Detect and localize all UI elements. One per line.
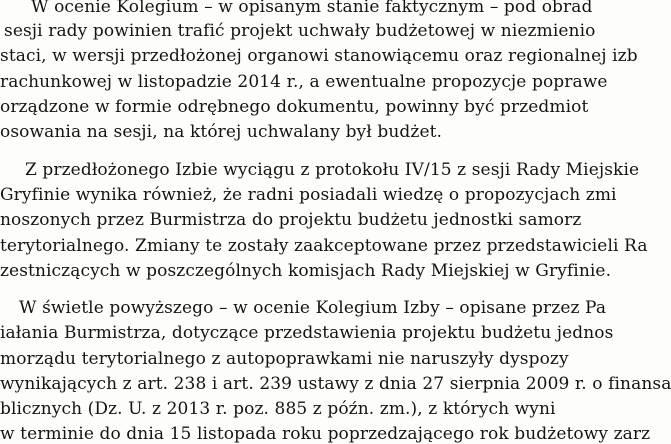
paragraph-2-line-2: Gryfinie wynika również, że radni posiadali wiedzę o propozycjach zmi [0, 185, 617, 205]
paragraph-1-line-4: rachunkowej w listopadzie 2014 r., a ewentualne propozycje poprawe [0, 72, 608, 92]
paragraph-1-line-3: staci, w wersji przedłożonej organowi stanowiącemu oraz regionalnej izb [0, 46, 638, 66]
paragraph-3-line-1: W świetle powyższego – w ocenie Kolegium Izby – opisane przez Pa [19, 298, 607, 318]
paragraph-1-line-5: orządzone w formie odrębnego dokumentu, powinny być przedmiot [0, 97, 589, 117]
paragraph-2-line-3: noszonych przez Burmistrza do projektu budżetu jednostki samorz [0, 210, 582, 230]
paragraph-3-line-2: iałania Burmistrza, dotyczące przedstawienia projektu budżetu jednos [0, 323, 614, 343]
paragraph-2-line-1: Z przedłożonego Izbie wyciągu z protokołu IV/15 z sesji Rady Miejskie [25, 160, 640, 180]
paragraph-3-line-6: w terminie do dnia 15 listopada roku poprzedzającego rok budżetowy zarz [0, 424, 651, 444]
paragraph-1-line-6: osowania na sesji, na której uchwalany był budżet. [0, 122, 443, 142]
paragraph-3-line-4: wynikających z art. 238 i art. 239 ustawy z dnia 27 sierpnia 2009 r. o finansa [0, 374, 671, 394]
paragraph-3-line-5: blicznych (Dz. U. z 2013 r. poz. 885 z późn. zm.), z których wyni [0, 399, 556, 419]
paragraph-1-line-2: sesji rady powinien trafić projekt uchwały budżetowej w niezmienio [4, 21, 596, 41]
paragraph-1-line-1: W ocenie Kolegium – w opisanym stanie faktycznym – pod obrad [31, 0, 593, 17]
paragraph-2-line-5: zestniczących w poszczególnych komisjach Rady Miejskiej w Gryfinie. [0, 261, 612, 281]
paragraph-3-line-3: morządu terytorialnego z autopoprawkami nie naruszyły dyspozy [0, 349, 569, 369]
paragraph-2-line-4: terytorialnego. Zmiany te zostały zaakceptowane przez przedstawicieli Ra [0, 236, 648, 256]
